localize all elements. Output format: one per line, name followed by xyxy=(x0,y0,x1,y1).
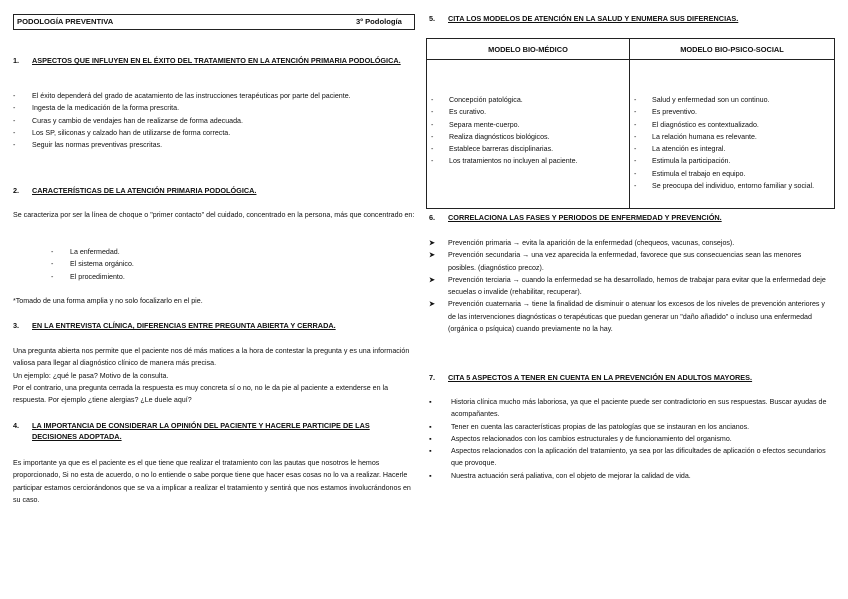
section-1-title: ASPECTOS QUE INFLUYEN EN EL ÉXITO DEL TRATAMIENTO EN LA ATENCIÓN PRIMARIA PODOLÓGICA. xyxy=(32,56,401,65)
paragraph: Un ejemplo: ¿qué le pasa? Motivo de la consulta. xyxy=(13,371,169,380)
section-2-note: *Tomado de una forma amplia y no solo focalizarlo en el pie. xyxy=(13,297,203,305)
list-item: ➤ Prevención terciaria → cuando la enfermedad se ha desarrollado, hemos de trabajar para evitar que la enfermedad deje secuelas o invalide (rehabilitar, recuperar). xyxy=(429,275,826,297)
course-label: 3º Podología xyxy=(356,17,402,26)
list-item: - La relación humana es relevante. xyxy=(634,132,757,141)
list-item: - El diagnóstico es contextualizado. xyxy=(634,120,759,129)
section-7-list xyxy=(429,396,829,482)
arrow-bullet-icon: ➤ xyxy=(429,239,435,247)
list-item: ➤ Prevención primaria → evita la aparición de la enfermedad (chequeos, vacunas, consejos). xyxy=(429,237,831,249)
list-item: - Los tratamientos no incluyen al paciente. xyxy=(431,157,578,166)
section-2-heading: 2. CARACTERÍSTICAS DE LA ATENCIÓN PRIMARIA PODOLÓGICA. xyxy=(13,186,403,197)
section-6-heading: 6. CORRELACIONA LAS FASES Y PERIODOS DE ENFERMEDAD Y PREVENCIÓN. xyxy=(429,213,829,224)
paragraph: Una pregunta abierta nos permite que el paciente nos dé más matices a la hora de contestar la pregunta y es una información valiosa para llegar al diagnóstico clínico de manera más precisa. xyxy=(13,347,410,368)
subject-title: PODOLOGÍA PREVENTIVA xyxy=(17,17,114,26)
list-item: ▪ Historia clínica mucho más laboriosa, ya que el paciente puede ser contradictorio en sus respuestas. Buscar ayudas de acompañantes. xyxy=(429,398,827,419)
list-item: ▪ Aspectos relacionados con los cambios estructurales y de funcionamiento del organismo. xyxy=(429,433,829,445)
section-3-title: EN LA ENTREVISTA CLÍNICA, DIFERENCIAS ENTRE PREGUNTA ABIERTA Y CERRADA. xyxy=(32,321,336,330)
section-4-title: LA IMPORTANCIA DE CONSIDERAR LA OPINIÓN DEL PACIENTE Y HACERLE PARTICIPE DE LAS DECISIONES ADOPTADA. xyxy=(32,421,370,441)
square-bullet-icon: ▪ xyxy=(429,447,432,456)
list-item: - La atención es integral. xyxy=(634,145,726,154)
list-item: - Ingesta de la medicación de la forma prescrita. xyxy=(13,104,180,113)
models-table xyxy=(426,38,835,209)
section-2-body xyxy=(13,209,415,221)
list-item: - Es curativo. xyxy=(431,108,487,117)
section-2-title: CARACTERÍSTICAS DE LA ATENCIÓN PRIMARIA PODOLÓGICA. xyxy=(32,186,257,195)
section-2-list xyxy=(13,246,415,283)
list-item: - Establece barreras disciplinarias. xyxy=(431,145,554,154)
section-7-title: CITA 5 ASPECTOS A TENER EN CUENTA EN LA PREVENCIÓN EN ADULTOS MAYORES. xyxy=(448,373,753,382)
bio-psycho-social-cell xyxy=(630,60,835,209)
square-bullet-icon: ▪ xyxy=(429,434,432,443)
list-item: - El procedimiento. xyxy=(51,272,125,281)
list-item: - Estimula el trabajo en equipo. xyxy=(634,169,746,178)
paragraph: Por el contrario, una pregunta cerrada la respuesta es muy concreta sí o no, no le da pie al paciente a extenderse en la respuesta. Por ejemplo ¿tiene alergias? ¿Le duele aquí? xyxy=(13,383,389,405)
paragraph: Es importante ya que es el paciente es el que tiene que realizar el tratamiento con las pautas que nosotros le hemos proporcionado, Si no esta de acuerdo, o no lo entiende o sabe porque tiene que hacer esas cosas no lo va a realizar. Hacerle participar estamos cerciorándonos que se va a implicar a realizar el tratamiento y sentirá que nos estamos involucrándonos en su caso. xyxy=(13,459,411,504)
list-item: - El sistema orgánico. xyxy=(51,260,134,269)
arrow-bullet-icon: ➤ xyxy=(429,300,435,309)
list-item: - Salud y enfermedad son un continuo. xyxy=(634,96,770,104)
list-item: - Se preocupa del individuo, entorno familiar y social. xyxy=(634,182,815,191)
square-bullet-icon: ▪ xyxy=(429,398,432,406)
square-bullet-icon: ▪ xyxy=(429,422,432,431)
list-item: - Separa mente-cuerpo. xyxy=(431,120,520,129)
section-3-body xyxy=(13,345,411,406)
section-2-intro: Se caracteriza por ser la línea de choque o "primer contacto" del cuidado, concentrado en la persona, más que concentrado en: xyxy=(13,211,415,219)
list-item: - Concepción patológica. xyxy=(431,96,523,104)
section-5-heading: 5. CITA LOS MODELOS DE ATENCIÓN EN LA SALUD Y ENUMERA SUS DIFERENCIAS. xyxy=(429,14,829,25)
document-header xyxy=(13,14,415,30)
list-item: - Los SP, siliconas y calzado han de utilizarse de forma correcta. xyxy=(13,128,231,137)
list-item: - Curas y cambio de vendajes han de realizarse de forma adecuada. xyxy=(13,116,243,125)
section-3-heading: 3. EN LA ENTREVISTA CLÍNICA, DIFERENCIAS ENTRE PREGUNTA ABIERTA Y CERRADA. xyxy=(13,321,403,332)
table-header: MODELO BIO-MÉDICO xyxy=(427,39,630,60)
section-7-heading: 7. CITA 5 ASPECTOS A TENER EN CUENTA EN LA PREVENCIÓN EN ADULTOS MAYORES. xyxy=(429,373,829,384)
section-6-list xyxy=(429,237,831,335)
list-item: ▪ Nuestra actuación será paliativa, con el objeto de mejorar la calidad de vida. xyxy=(429,470,829,482)
list-item: - Estimula la participación. xyxy=(634,157,731,166)
section-4-heading: 4. LA IMPORTANCIA DE CONSIDERAR LA OPINIÓN DEL PACIENTE Y HACERLE PARTICIPE DE LAS DECISIONES ADOPTADA. xyxy=(13,421,415,442)
section-1-heading: 1. ASPECTOS QUE INFLUYEN EN EL ÉXITO DEL TRATAMIENTO EN LA ATENCIÓN PRIMARIA PODOLÓGICA. xyxy=(13,56,403,67)
list-item: - La enfermedad. xyxy=(51,248,120,256)
section-5-title: CITA LOS MODELOS DE ATENCIÓN EN LA SALUD Y ENUMERA SUS DIFERENCIAS. xyxy=(448,14,739,23)
bio-medical-cell xyxy=(427,60,630,209)
list-item: ➤ Prevención cuaternaria → tiene la finalidad de disminuir o atenuar los excesos de los niveles de prevención anteriores y de las intervenciones diagnósticas o terapéuticas que puedan generar un "daño añadido" o incluso una enfermedad (orgánica o psíquica) cuando previamente no la hay. xyxy=(429,300,825,334)
table-header: MODELO BIO-PSICO-SOCIAL xyxy=(630,39,835,60)
list-item: - Seguir las normas preventivas prescritas. xyxy=(13,141,163,150)
list-item: - Realiza diagnósticos biológicos. xyxy=(431,132,550,141)
arrow-bullet-icon: ➤ xyxy=(429,275,435,284)
list-item: - Es preventivo. xyxy=(634,108,697,117)
list-item: ▪ Tener en cuenta las características propias de las patologías que se instauran en los ancianos. xyxy=(429,421,829,433)
list-item: ➤ Prevención secundaria → una vez aparecida la enfermedad, favorece que sus consecuencias sean las menores posibles. (diagnóstico precoz). xyxy=(429,251,802,272)
section-4-body xyxy=(13,457,413,506)
square-bullet-icon: ▪ xyxy=(429,471,432,480)
section-1-list xyxy=(13,90,413,151)
list-item: - El éxito dependerá del grado de acatamiento de las instrucciones terapéuticas por parte del paciente. xyxy=(13,92,351,100)
list-item: ▪ Aspectos relacionados con la aplicación del tratamiento, ya sea por las dificultades de aplicación o efectos secundarios que provoque. xyxy=(429,447,826,468)
section-6-title: CORRELACIONA LAS FASES Y PERIODOS DE ENFERMEDAD Y PREVENCIÓN. xyxy=(448,213,722,222)
arrow-bullet-icon: ➤ xyxy=(429,251,435,260)
